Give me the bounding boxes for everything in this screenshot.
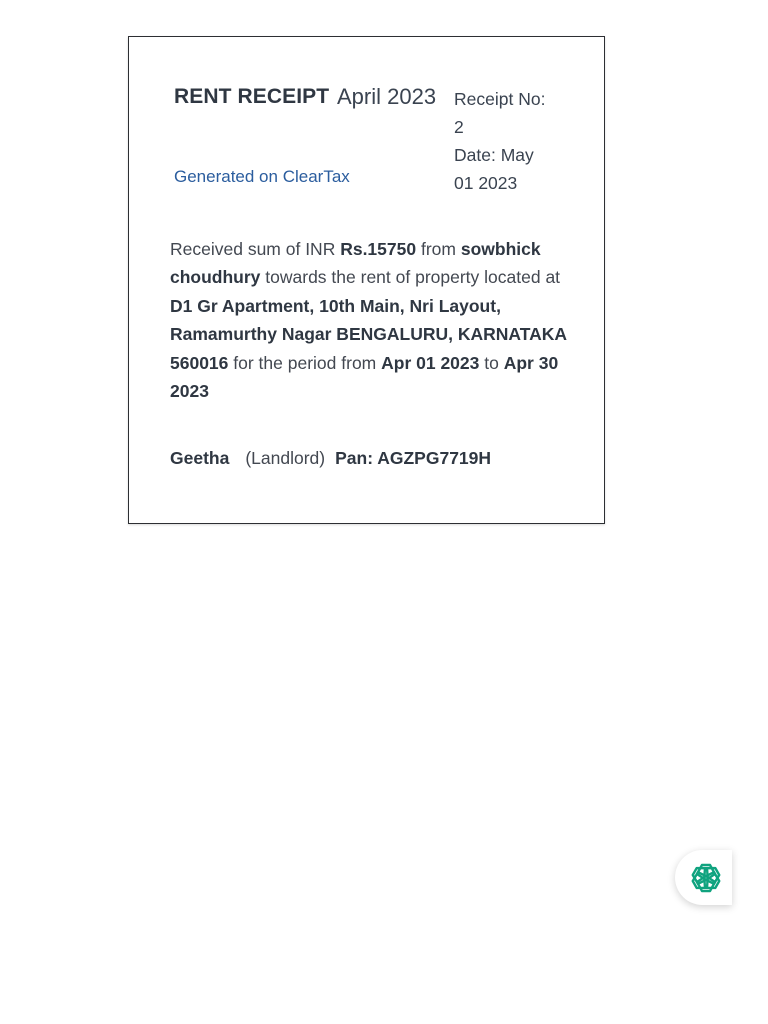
period-from: Apr 01 2023	[381, 352, 480, 373]
landlord-name: Geetha	[170, 448, 230, 468]
body-text-5: to	[479, 352, 504, 373]
receipt-month: April 2023	[337, 84, 437, 109]
ai-assistant-icon	[687, 859, 725, 897]
landlord-role: (Landlord)	[245, 448, 326, 468]
body-text-3: towards the rent of property located at	[260, 267, 561, 288]
property-address: D1 Gr Apartment, 10th Main, Nri Layout, Ramamurthy Nagar BENGALURU, KARNATAKA 560016	[170, 295, 567, 373]
rent-amount: Rs.15750	[340, 239, 417, 259]
receipt-no-value: 2	[454, 117, 464, 137]
body-text-2: from	[416, 239, 461, 259]
rent-receipt	[128, 36, 605, 524]
receipt-date-value: 01 2023	[454, 173, 518, 193]
ai-assistant-button[interactable]	[675, 850, 732, 905]
receipt-no-label: Receipt No:	[454, 89, 546, 109]
tenant-name: sowbhick choudhury	[170, 239, 541, 288]
landlord-pan: Pan: AGZPG7719H	[335, 448, 492, 468]
generated-by-label: Generated on ClearTax	[174, 167, 350, 186]
receipt-body	[170, 235, 580, 405]
body-text-1: Received sum of INR	[170, 239, 341, 259]
receipt-date-label: Date: May	[454, 145, 534, 165]
period-to: Apr 30 2023	[170, 352, 559, 402]
landlord-signature-line	[170, 448, 491, 469]
receipt-meta	[454, 85, 574, 197]
body-text-4: for the period from	[228, 352, 382, 373]
receipt-title: RENT RECEIPT	[174, 85, 330, 108]
